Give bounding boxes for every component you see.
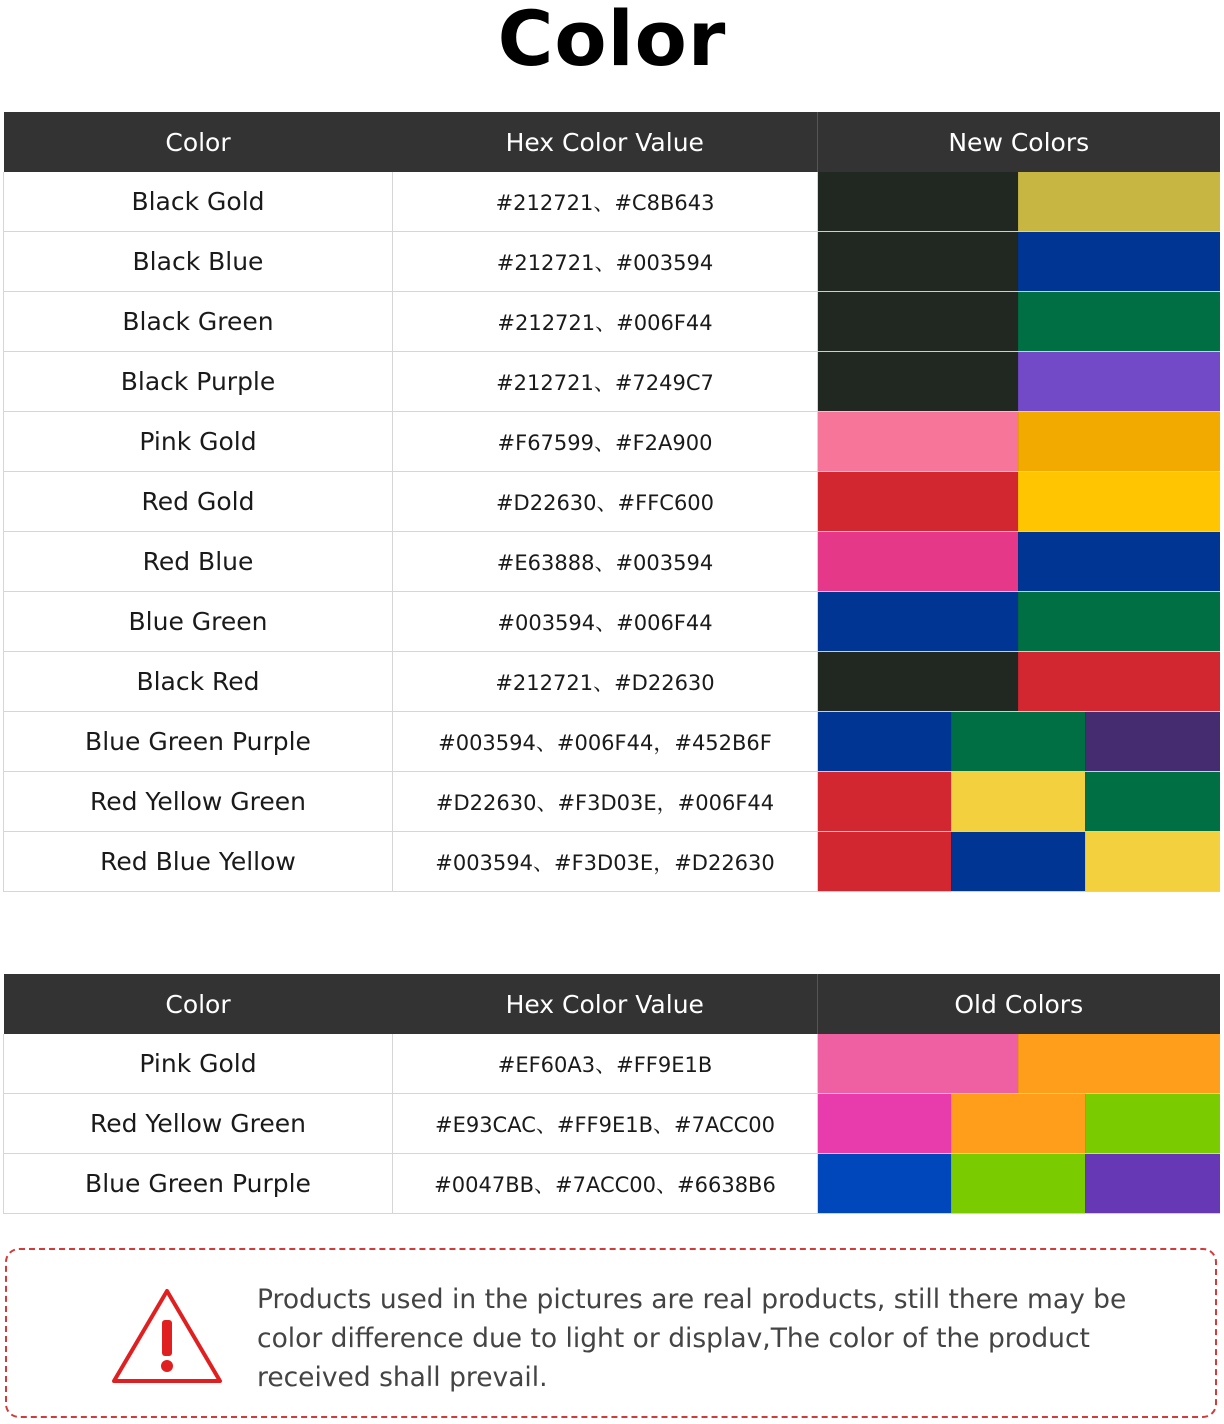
color-swatch <box>1085 772 1219 831</box>
new-colors-table <box>3 112 1220 892</box>
color-swatch <box>951 712 1085 771</box>
table-row <box>4 832 1220 892</box>
swatch-group <box>818 232 1220 291</box>
color-name: Red Yellow Green <box>4 1094 393 1154</box>
swatch-group <box>818 1154 1220 1213</box>
color-swatch <box>818 712 951 771</box>
swatch-cell <box>818 352 1220 412</box>
swatch-group <box>818 832 1220 891</box>
table-row <box>4 592 1220 652</box>
swatch-cell <box>818 1154 1220 1214</box>
hex-value: #003594、#006F44，#452B6F <box>393 712 818 772</box>
swatch-group <box>818 532 1220 591</box>
color-name: Black Red <box>4 652 393 712</box>
table-row <box>4 172 1220 232</box>
table-row <box>4 772 1220 832</box>
color-swatch <box>1085 1094 1219 1153</box>
color-name: Black Blue <box>4 232 393 292</box>
swatch-cell <box>818 412 1220 472</box>
table-row <box>4 1154 1220 1214</box>
color-swatch <box>818 472 1018 531</box>
swatch-group <box>818 592 1220 651</box>
disclaimer-notice <box>5 1248 1217 1418</box>
swatch-cell <box>818 232 1220 292</box>
color-swatch <box>951 772 1085 831</box>
color-name: Pink Gold <box>4 1034 393 1094</box>
table-header-row <box>4 974 1220 1034</box>
swatch-group <box>818 292 1220 351</box>
color-name: Pink Gold <box>4 412 393 472</box>
color-swatch <box>1018 532 1219 591</box>
color-swatch <box>951 1094 1085 1153</box>
header-color: Color <box>4 974 393 1034</box>
swatch-cell <box>818 592 1220 652</box>
hex-value: #212721、#006F44 <box>393 292 818 352</box>
swatch-group <box>818 352 1220 411</box>
color-name: Red Blue Yellow <box>4 832 393 892</box>
color-swatch <box>1018 352 1219 411</box>
swatch-group <box>818 712 1220 771</box>
table-row <box>4 712 1220 772</box>
color-swatch <box>818 592 1018 651</box>
color-swatch <box>1085 1154 1219 1213</box>
hex-value: #F67599、#F2A900 <box>393 412 818 472</box>
color-swatch <box>818 292 1018 351</box>
color-swatch <box>818 1154 951 1213</box>
swatch-cell <box>818 1094 1220 1154</box>
table-row <box>4 412 1220 472</box>
color-swatch <box>1018 1034 1219 1093</box>
swatch-cell <box>818 1034 1220 1094</box>
color-name: Black Gold <box>4 172 393 232</box>
table-row <box>4 652 1220 712</box>
color-name: Blue Green <box>4 592 393 652</box>
color-name: Red Blue <box>4 532 393 592</box>
color-name: Blue Green Purple <box>4 712 393 772</box>
color-swatch <box>1085 712 1219 771</box>
hex-value: #212721、#7249C7 <box>393 352 818 412</box>
swatch-group <box>818 412 1220 471</box>
color-swatch <box>818 172 1018 231</box>
color-name: Black Green <box>4 292 393 352</box>
color-swatch <box>1018 652 1219 711</box>
hex-value: #D22630、#FFC600 <box>393 472 818 532</box>
color-swatch <box>1018 592 1219 651</box>
hex-value: #212721、#D22630 <box>393 652 818 712</box>
swatch-cell <box>818 472 1220 532</box>
table-row <box>4 472 1220 532</box>
color-name: Blue Green Purple <box>4 1154 393 1214</box>
table-row <box>4 352 1220 412</box>
table-row <box>4 1034 1220 1094</box>
color-swatch <box>818 1034 1018 1093</box>
swatch-group <box>818 1034 1220 1093</box>
table-row <box>4 292 1220 352</box>
warning-triangle-icon <box>109 1286 225 1386</box>
header-hex-value: Hex Color Value <box>393 112 818 172</box>
page-title: Color <box>497 0 727 83</box>
color-swatch <box>818 232 1018 291</box>
swatch-group <box>818 772 1220 831</box>
table-row <box>4 532 1220 592</box>
hex-value: #E93CAC、#FF9E1B、#7ACC00 <box>393 1094 818 1154</box>
swatch-cell <box>818 712 1220 772</box>
header-hex-value: Hex Color Value <box>393 974 818 1034</box>
old-colors-table <box>3 974 1220 1214</box>
swatch-cell <box>818 172 1220 232</box>
color-swatch <box>1018 472 1219 531</box>
color-name: Black Purple <box>4 352 393 412</box>
swatch-cell <box>818 772 1220 832</box>
hex-value: #212721、#C8B643 <box>393 172 818 232</box>
color-swatch <box>951 832 1085 891</box>
color-swatch <box>818 652 1018 711</box>
color-swatch <box>818 352 1018 411</box>
color-swatch <box>818 772 951 831</box>
color-swatch <box>951 1154 1085 1213</box>
header-old-colors: Old Colors <box>818 974 1220 1034</box>
color-swatch <box>1018 292 1219 351</box>
header-new-colors: New Colors <box>818 112 1220 172</box>
swatch-cell <box>818 652 1220 712</box>
swatch-group <box>818 472 1220 531</box>
color-swatch <box>818 532 1018 591</box>
swatch-group <box>818 652 1220 711</box>
color-swatch <box>818 832 951 891</box>
swatch-group <box>818 172 1220 231</box>
swatch-cell <box>818 532 1220 592</box>
color-swatch <box>818 1094 951 1153</box>
hex-value: #EF60A3、#FF9E1B <box>393 1034 818 1094</box>
hex-value: #D22630、#F3D03E，#006F44 <box>393 772 818 832</box>
swatch-cell <box>818 292 1220 352</box>
swatch-group <box>818 1094 1220 1153</box>
swatch-cell <box>818 832 1220 892</box>
hex-value: #212721、#003594 <box>393 232 818 292</box>
color-name: Red Gold <box>4 472 393 532</box>
color-swatch <box>1018 172 1219 231</box>
hex-value: #E63888、#003594 <box>393 532 818 592</box>
hex-value: #003594、#F3D03E，#D22630 <box>393 832 818 892</box>
hex-value: #003594、#006F44 <box>393 592 818 652</box>
color-name: Red Yellow Green <box>4 772 393 832</box>
disclaimer-text: Products used in the pictures are real products, still there may be color difference due to light or displav,The color of the product received shall prevail. <box>257 1284 1127 1393</box>
color-swatch <box>1018 412 1219 471</box>
color-swatch <box>1018 232 1219 291</box>
color-swatch <box>1085 832 1219 891</box>
color-swatch <box>818 412 1018 471</box>
table-header-row <box>4 112 1220 172</box>
table-row <box>4 1094 1220 1154</box>
hex-value: #0047BB、#7ACC00、#6638B6 <box>393 1154 818 1214</box>
table-row <box>4 232 1220 292</box>
header-color: Color <box>4 112 393 172</box>
